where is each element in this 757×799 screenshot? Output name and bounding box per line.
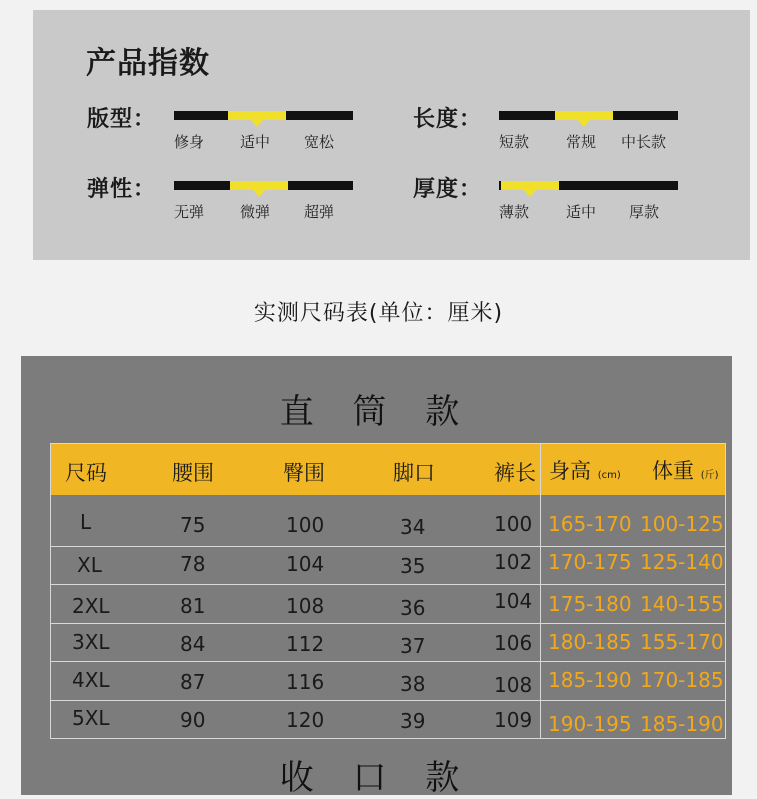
thickness-bar bbox=[499, 181, 678, 190]
row-divider bbox=[51, 661, 725, 662]
cell-weight: 185-190 bbox=[640, 712, 724, 736]
cell-height: 165-170 bbox=[548, 512, 632, 536]
cell-weight: 125-140 bbox=[640, 550, 724, 574]
thickness-option: 厚款 bbox=[629, 203, 660, 221]
cell-leg-opening: 34 bbox=[400, 515, 426, 539]
cell-height: 170-175 bbox=[548, 550, 632, 574]
cell-weight: 155-170 bbox=[640, 630, 724, 654]
length-highlight bbox=[555, 111, 613, 120]
header-height-unit: (cm) bbox=[597, 470, 621, 481]
elasticity-bar bbox=[174, 181, 353, 190]
cell-waist: 84 bbox=[180, 632, 206, 656]
size-chart-panel bbox=[21, 356, 732, 798]
cell-length: 100 bbox=[494, 512, 533, 536]
cell-leg-opening: 36 bbox=[400, 596, 426, 620]
cell-leg-opening: 38 bbox=[400, 672, 426, 696]
cell-waist: 87 bbox=[180, 670, 206, 694]
section-title-straight: 直 筒 款 bbox=[279, 392, 474, 432]
row-divider bbox=[51, 546, 725, 547]
cell-height: 175-180 bbox=[548, 592, 632, 616]
cell-height: 185-190 bbox=[548, 668, 632, 692]
table-header-row bbox=[51, 444, 725, 495]
cell-weight: 140-155 bbox=[640, 592, 724, 616]
cell-size: 5XL bbox=[72, 706, 110, 730]
thickness-indicator-icon bbox=[524, 190, 536, 197]
cell-waist: 75 bbox=[180, 513, 206, 537]
cell-size: XL bbox=[77, 553, 102, 577]
cell-hip: 120 bbox=[286, 708, 325, 732]
cell-height: 180-185 bbox=[548, 630, 632, 654]
header-height bbox=[549, 455, 621, 485]
header-weight bbox=[652, 455, 719, 485]
product-index-panel bbox=[33, 10, 750, 260]
cell-waist: 81 bbox=[180, 594, 206, 618]
row-divider bbox=[51, 623, 725, 624]
thickness-label: 厚度： bbox=[413, 177, 483, 202]
cell-leg-opening: 35 bbox=[400, 554, 426, 578]
elasticity-label: 弹性： bbox=[87, 177, 157, 202]
header-size: 尺码 bbox=[65, 461, 107, 485]
cell-weight: 100-125 bbox=[640, 512, 724, 536]
row-divider bbox=[51, 584, 725, 585]
cell-length: 109 bbox=[494, 708, 533, 732]
header-hip: 臀围 bbox=[283, 461, 325, 485]
cell-waist: 90 bbox=[180, 708, 206, 732]
elasticity-option: 微弹 bbox=[240, 203, 271, 221]
length-option: 中长款 bbox=[621, 133, 667, 151]
elasticity-highlight bbox=[230, 181, 288, 190]
fit-option: 宽松 bbox=[304, 133, 335, 151]
cell-leg-opening: 39 bbox=[400, 709, 426, 733]
cell-length: 102 bbox=[494, 550, 533, 574]
header-waist: 腰围 bbox=[172, 461, 214, 485]
cell-hip: 112 bbox=[286, 632, 325, 656]
header-leg-opening: 脚口 bbox=[393, 461, 435, 485]
cell-height: 190-195 bbox=[548, 712, 632, 736]
header-weight-label: 体重 bbox=[652, 459, 694, 483]
size-chart-title: 实测尺码表(单位：厘米) bbox=[253, 301, 504, 326]
length-option: 常规 bbox=[566, 133, 597, 151]
cell-hip: 104 bbox=[286, 552, 325, 576]
cell-hip: 116 bbox=[286, 670, 325, 694]
fit-indicator-icon bbox=[251, 120, 263, 127]
cell-length: 108 bbox=[494, 673, 533, 697]
fit-highlight bbox=[228, 111, 286, 120]
header-weight-unit: (斤) bbox=[700, 470, 719, 481]
cell-hip: 108 bbox=[286, 594, 325, 618]
length-label: 长度： bbox=[413, 107, 483, 132]
thickness-highlight bbox=[501, 181, 559, 190]
elasticity-option: 超弹 bbox=[304, 203, 335, 221]
fit-bar bbox=[174, 111, 353, 120]
length-bar bbox=[499, 111, 678, 120]
thickness-option: 适中 bbox=[566, 203, 597, 221]
thickness-option: 薄款 bbox=[499, 203, 530, 221]
header-height-label: 身高 bbox=[549, 459, 591, 483]
column-divider bbox=[540, 444, 541, 738]
cell-size: 3XL bbox=[72, 630, 110, 654]
fit-option: 修身 bbox=[174, 133, 205, 151]
cell-size: 4XL bbox=[72, 668, 110, 692]
cell-leg-opening: 37 bbox=[400, 634, 426, 658]
cell-weight: 170-185 bbox=[640, 668, 724, 692]
cell-hip: 100 bbox=[286, 513, 325, 537]
length-option: 短款 bbox=[499, 133, 530, 151]
elasticity-indicator-icon bbox=[253, 190, 265, 197]
length-indicator-icon bbox=[578, 120, 590, 127]
product-index-title: 产品指数 bbox=[86, 46, 210, 81]
cell-length: 104 bbox=[494, 589, 533, 613]
cell-waist: 78 bbox=[180, 552, 206, 576]
fit-label: 版型： bbox=[87, 107, 157, 132]
size-table bbox=[50, 443, 726, 739]
elasticity-option: 无弹 bbox=[174, 203, 205, 221]
cell-length: 106 bbox=[494, 631, 533, 655]
cell-size: 2XL bbox=[72, 594, 110, 618]
fit-option: 适中 bbox=[240, 133, 271, 151]
header-length: 裤长 bbox=[494, 461, 536, 485]
row-divider bbox=[51, 700, 725, 701]
cell-size: L bbox=[80, 510, 92, 534]
section-title-cuffed: 收 口 款 bbox=[279, 758, 474, 798]
